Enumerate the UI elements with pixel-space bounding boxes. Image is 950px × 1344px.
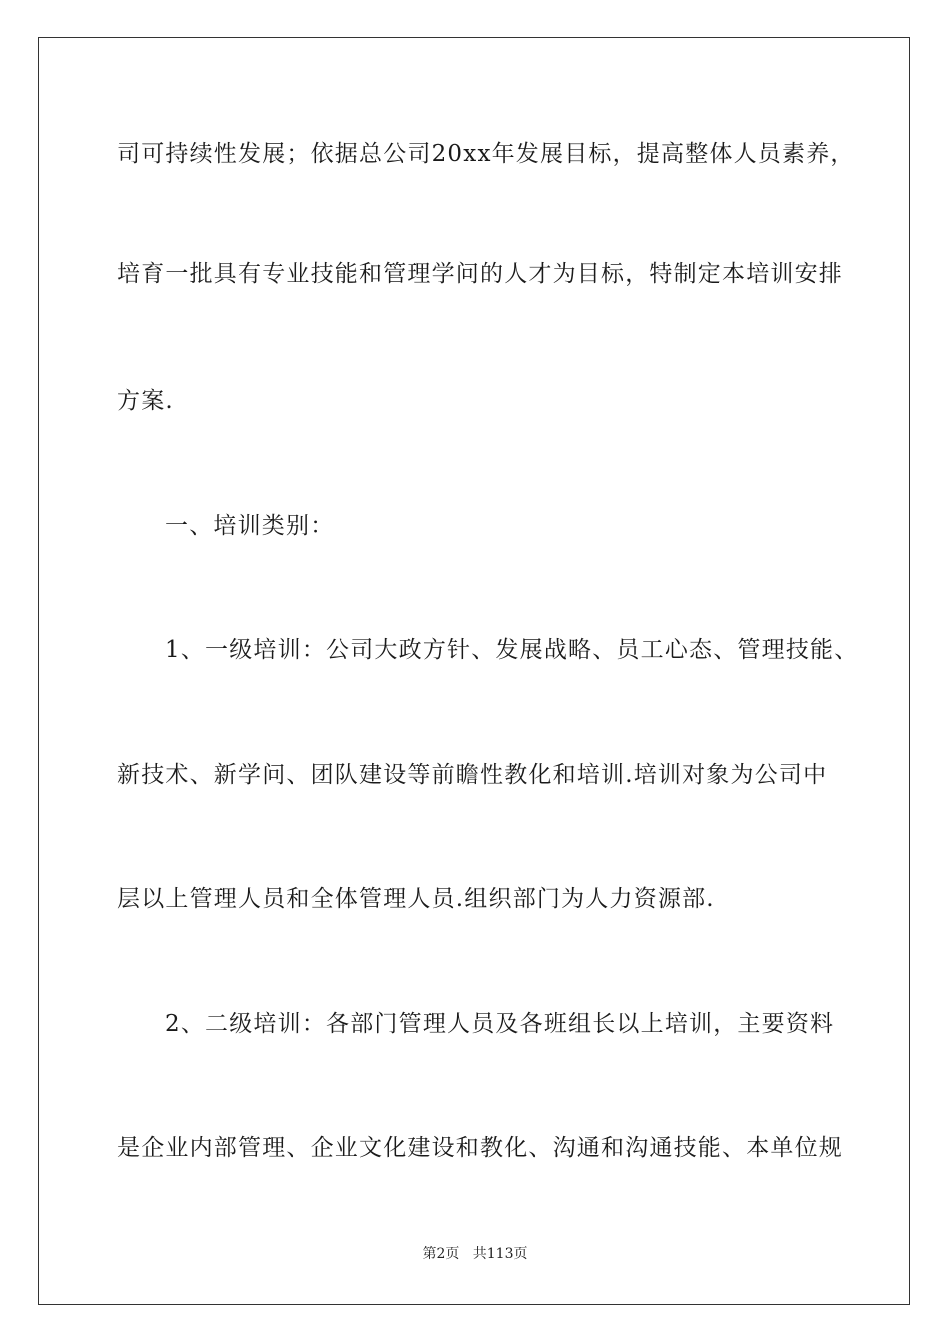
body-line-2: 培育一批具有专业技能和管理学问的人才为目标，特制定本培训安排 bbox=[117, 261, 843, 287]
page-number: 第2页 bbox=[422, 1246, 460, 1262]
body-line-8: 2、二级培训：各部门管理人员及各班组长以上培训，主要资料 bbox=[165, 1011, 835, 1037]
body-line-6: 新技术、新学问、团队建设等前瞻性教化和培训.培训对象为公司中 bbox=[117, 762, 828, 788]
body-line-1: 司可持续性发展；依据总公司20xx年发展目标，提高整体人员素养， bbox=[117, 141, 855, 167]
section-heading: 一、培训类别： bbox=[165, 513, 335, 539]
body-line-7: 层以上管理人员和全体管理人员.组织部门为人力资源部. bbox=[117, 886, 715, 912]
page-total: 共113页 bbox=[472, 1246, 528, 1262]
body-line-5: 1、一级培训：公司大政方针、发展战略、员工心态、管理技能、 bbox=[165, 637, 859, 663]
page-footer bbox=[0, 1244, 950, 1264]
page-border bbox=[38, 37, 910, 1305]
body-line-3: 方案. bbox=[117, 388, 174, 414]
body-line-9: 是企业内部管理、企业文化建设和教化、沟通和沟通技能、本单位规 bbox=[117, 1135, 843, 1161]
